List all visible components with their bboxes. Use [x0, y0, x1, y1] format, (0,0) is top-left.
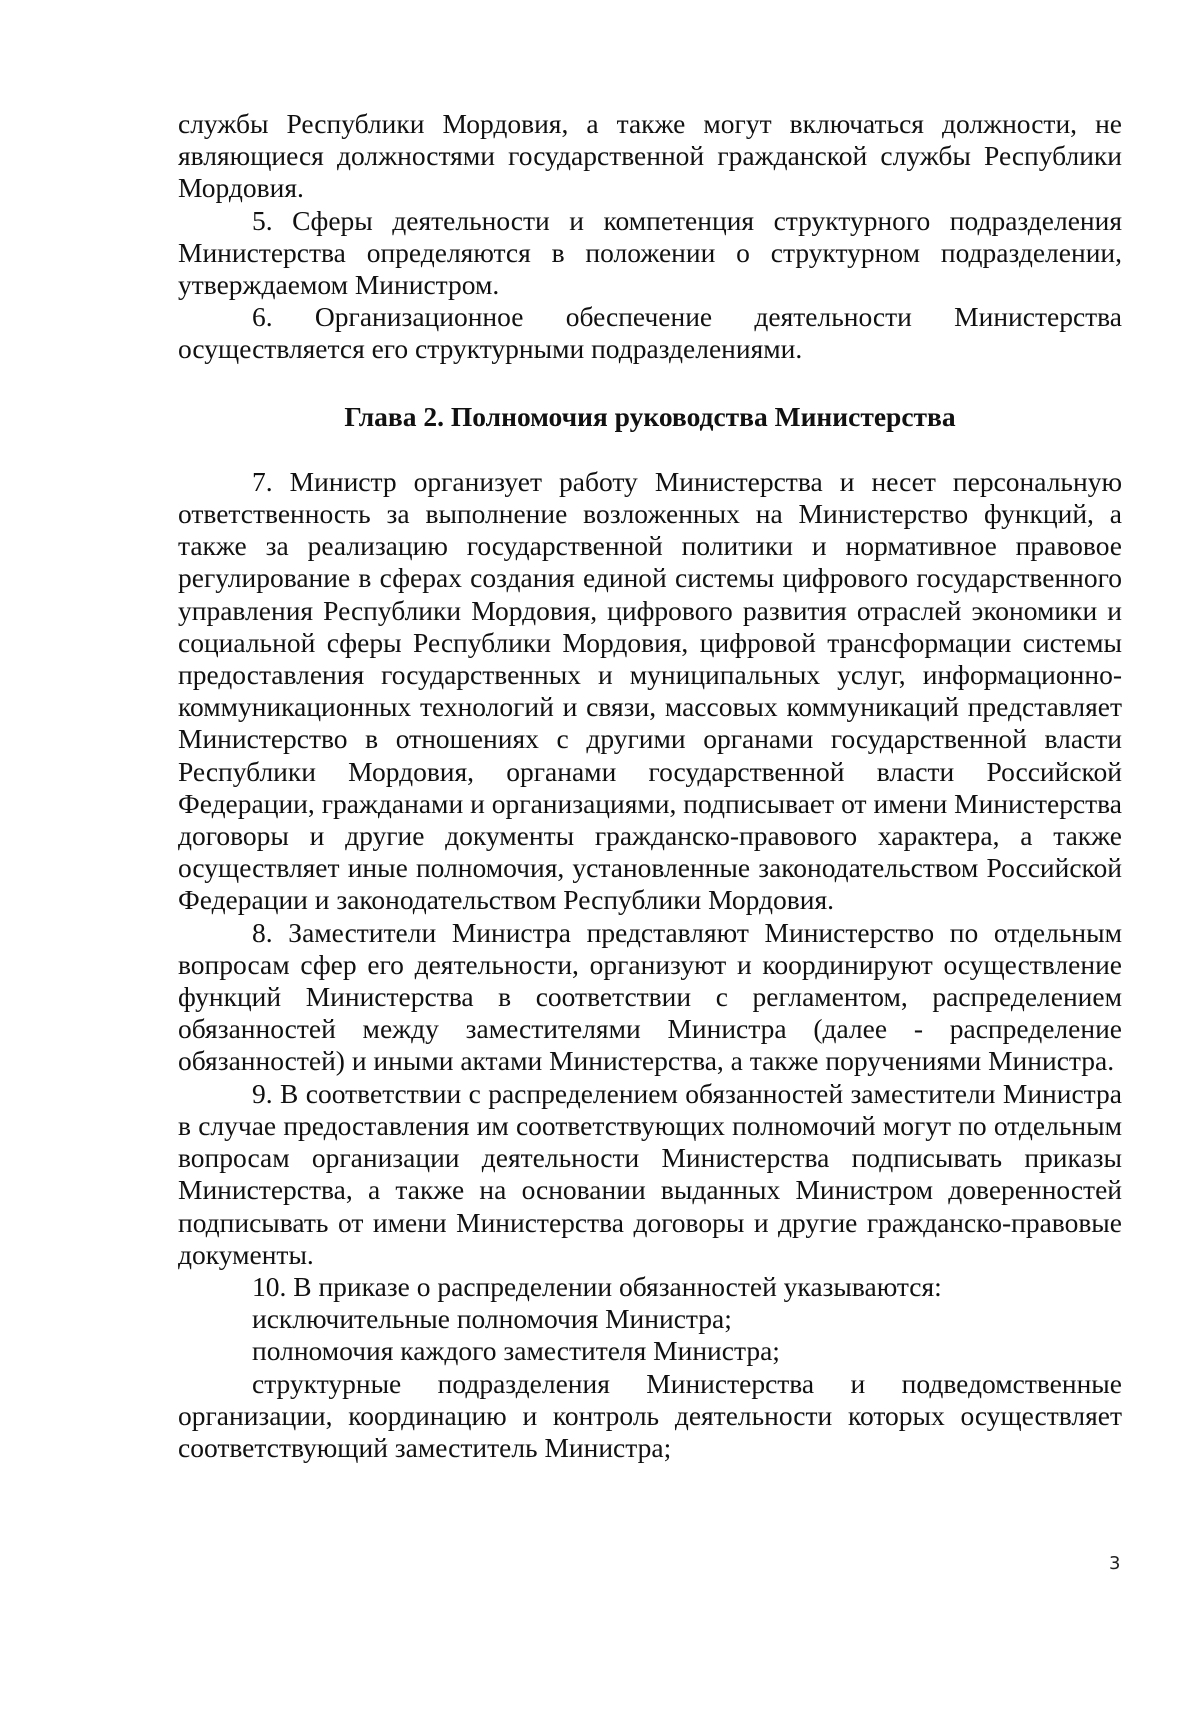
paragraph-item-7: 7. Министр организует работу Министерства и несет персональную ответственность за выполнение возложенных на Министерство функций, а также за реализацию государственной политики и нормативное правовое регулирование в сферах создания единой системы цифрового государственного управления Республики Мордовия, цифрового развития отраслей экономики и социальной сферы Республики Мордовия, цифровой трансформации системы предоставления государственных и муниципальных услуг, информационно-коммуникационных технологий и связи, массовых коммуникаций представляет Министерство в отношениях с другими органами государственной власти Республики Мордовия, органами государственной власти Российской Федерации, гражданами и организациями, подписывает от имени Министерства договоры и другие документы гражданско-правового характера, а также осуществляет иные полномочия, установленные законодательством Российской Федерации и законодательством Республики Мордовия.: [178, 465, 1122, 916]
chapter-heading: Глава 2. Полномочия руководства Министерства: [344, 400, 956, 432]
paragraph-item-9: 9. В соответствии с распределением обязанностей заместители Министра в случае предоставления им соответствующих полномочий могут по отдельным вопросам организации деятельности Министерства подписывать приказы Министерства, а также на основании выданных Министром доверенностей подписывать от имени Министерства договоры и другие гражданско-правовые документы.: [178, 1077, 1122, 1270]
paragraph-item-10: 10. В приказе о распределении обязанностей указываются:: [252, 1270, 942, 1302]
paragraph-continuation: службы Республики Мордовия, а также могут включаться должности, не являющиеся должностями государственной гражданской службы Республики Мордовия.: [178, 108, 1122, 204]
paragraph-structural-units: структурные подразделения Министерства и подведомственные организации, координацию и контроль деятельности которых осуществляет соответствующий заместитель Министра;: [178, 1367, 1122, 1463]
paragraph-item-6: 6. Организационное обеспечение деятельности Министерства осуществляется его структурными подразделениями.: [178, 301, 1122, 365]
paragraph-item-8: 8. Заместители Министра представляют Министерство по отдельным вопросам сфер его деятельности, организуют и координируют осуществление функций Министерства в соответствии с регламентом, распределением обязанностей между заместителями Министра (далее - распределение обязанностей) и иными актами Министерства, а также поручениями Министра.: [178, 916, 1122, 1077]
document-body: [178, 108, 1122, 1464]
list-line: исключительные полномочия Министра;: [252, 1303, 732, 1335]
paragraph-item-5: 5. Сферы деятельности и компетенция структурного подразделения Министерства определяются в положении о структурном подразделении, утверждаемом Министром.: [178, 204, 1122, 301]
page-number: 3: [1109, 1553, 1121, 1574]
list-line: полномочия каждого заместителя Министра;: [252, 1335, 780, 1367]
